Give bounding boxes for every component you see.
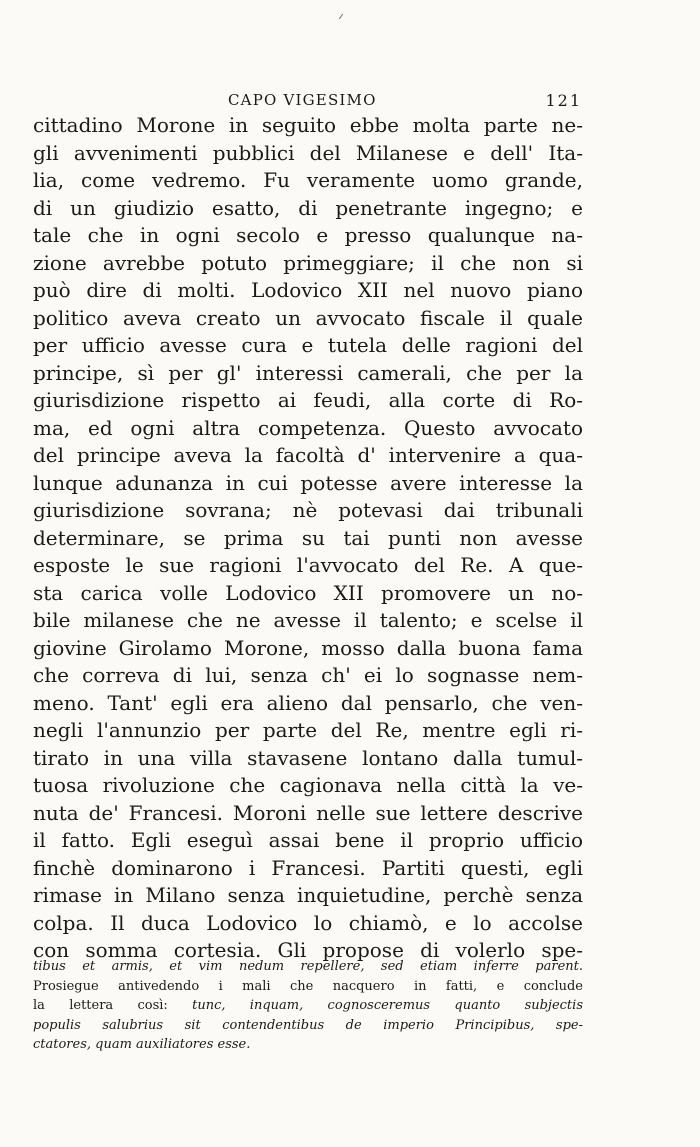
page-header xyxy=(228,91,582,111)
footnote xyxy=(33,957,583,1055)
body-line: meno. Tant' egli era alieno dal pensarlo, che ven- xyxy=(33,690,583,715)
footnote-text: la lettera così: xyxy=(33,998,193,1014)
body-line: determinare, se prima su tai punti non avesse xyxy=(33,525,583,550)
body-line: del principe aveva la facoltà d' intervenire a qua- xyxy=(33,443,583,467)
body-line: gli avvenimenti pubblici del Milanese e dell' Ita- xyxy=(33,140,583,165)
body-line: negli l'annunzio per parte del Re, mentre egli ri- xyxy=(33,718,583,742)
ink-mark xyxy=(339,14,343,19)
footnote-line xyxy=(33,996,583,1016)
running-title: CAPO VIGESIMO xyxy=(228,91,377,109)
body-line: per ufficio avesse cura e tutela delle ragioni del xyxy=(33,333,583,357)
body-line: zione avrebbe potuto primeggiare; il che non si xyxy=(33,250,583,275)
body-line: cittadino Morone in seguito ebbe molta parte ne- xyxy=(33,113,583,137)
body-text xyxy=(33,112,583,965)
body-line: giurisdizione sovrana; nè potevasi dai tribunali xyxy=(33,498,583,522)
footnote-line: populis salubrius sit contendentibus de imperio Principibus, spe- xyxy=(33,1017,583,1033)
body-line: giurisdizione rispetto ai feudi, alla corte di Ro- xyxy=(33,388,583,412)
body-line: colpa. Il duca Lodovico lo chiamò, e lo accolse xyxy=(33,910,583,935)
body-line: bile milanese che ne avesse il talento; e scelse il xyxy=(33,608,583,632)
footnote-line: tibus et armis, et vim nedum repellere, sed etiam inferre parent. xyxy=(33,959,583,974)
body-line: lunque adunanza in cui potesse avere interesse la xyxy=(33,470,583,495)
body-line: nuta de' Francesi. Moroni nelle sue lettere descrive xyxy=(33,800,583,825)
body-line: il fatto. Egli eseguì assai bene il proprio ufficio xyxy=(33,828,583,852)
body-line: esposte le sue ragioni l'avvocato del Re. A que- xyxy=(33,553,583,577)
body-line: finchè dominarono i Francesi. Partiti questi, egli xyxy=(33,855,583,880)
body-line: che correva di lui, senza ch' ei lo sognasse nem- xyxy=(33,663,583,687)
footnote-latin-quote: tunc, inquam, cognosceremus quanto subjectis xyxy=(192,998,583,1014)
body-line: rimase in Milano senza inquietudine, perchè senza xyxy=(33,883,583,907)
body-line: principe, sì per gl' interessi camerali, che per la xyxy=(33,360,583,385)
body-line: lia, come vedremo. Fu veramente uomo grande, xyxy=(33,168,583,192)
body-line: tirato in una villa stavasene lontano dalla tumul- xyxy=(33,745,583,770)
body-line: giovine Girolamo Morone, mosso dalla buona fama xyxy=(33,635,583,660)
body-line: può dire di molti. Lodovico XII nel nuovo piano xyxy=(33,278,583,302)
footnote-line: ctatores, quam auxiliatores esse. xyxy=(33,1037,251,1053)
footnote-line: Prosiegue antivedendo i mali che nacquero in fatti, e conclude xyxy=(33,978,583,994)
body-line: politico aveva creato un avvocato fiscale il quale xyxy=(33,305,583,330)
body-line: tuosa rivoluzione che cagionava nella città la ve- xyxy=(33,773,583,797)
body-line: di un giudizio esatto, di penetrante ingegno; e xyxy=(33,195,583,220)
body-line: con somma cortesia. Gli propose di volerlo spe- xyxy=(33,938,583,962)
body-line: ma, ed ogni altra competenza. Questo avvocato xyxy=(33,415,583,440)
body-line: tale che in ogni secolo e presso qualunque na- xyxy=(33,223,583,247)
page-number: 121 xyxy=(545,91,582,110)
body-line: sta carica volle Lodovico XII promovere un no- xyxy=(33,580,583,605)
